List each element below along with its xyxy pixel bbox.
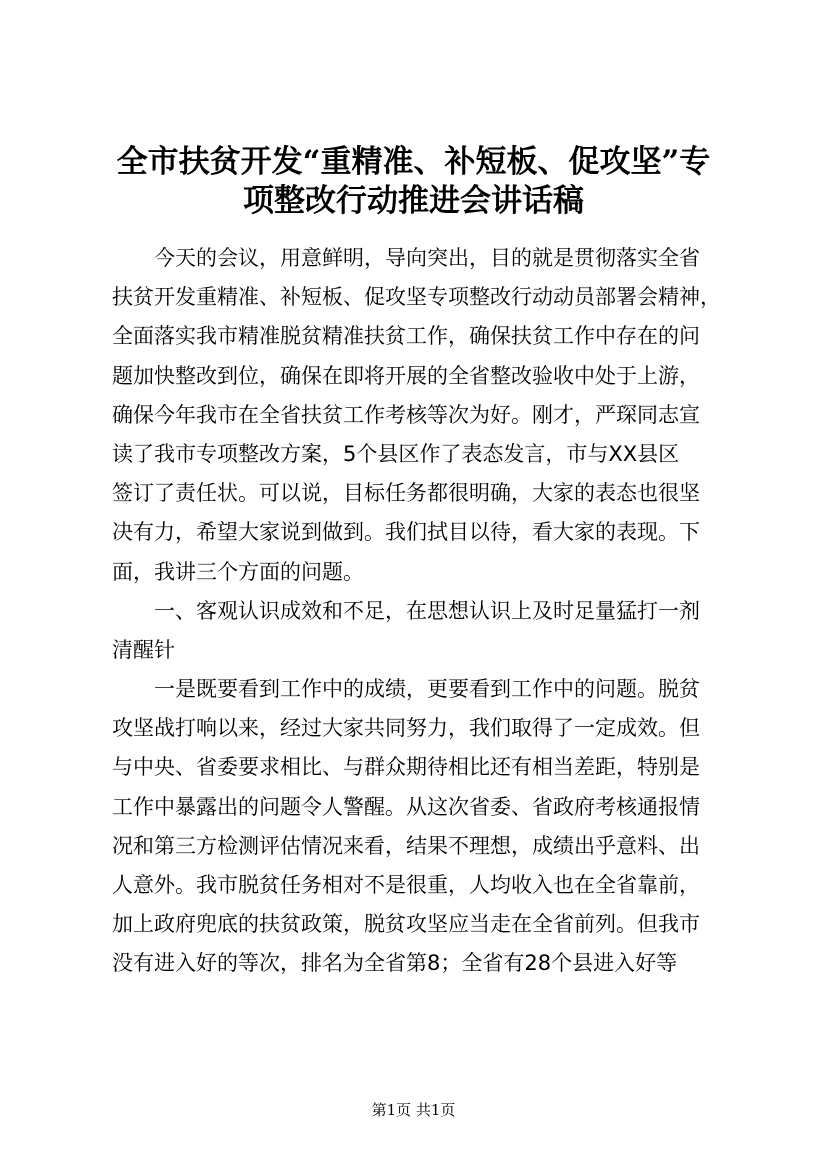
- body-line: 题加快整改到位，确保在即将开展的全省整改验收中处于上游，: [112, 363, 700, 388]
- body-line: 确保今年我市在全省扶贫工作考核等次为好。刚才，严琛同志宣: [112, 402, 700, 427]
- body-line: 没有进入好的等次，排名为全省第8；全省有28个县进入好等: [112, 951, 678, 976]
- body-line: 工作中暴露出的问题令人警醒。从这次省委、省政府考核通报情: [112, 794, 700, 819]
- page-footer: 第1页 共1页: [371, 1101, 456, 1119]
- body-line: 签订了责任状。可以说，目标任务都很明确，大家的表态也很坚: [112, 481, 700, 506]
- body-line: 一是既要看到工作中的成绩，更要看到工作中的问题。脱贫: [154, 677, 700, 702]
- body-line: 人意外。我市脱贫任务相对不是很重，人均收入也在全省靠前，: [112, 873, 700, 897]
- body-line: 况和第三方检测评估情况来看，结果不理想，成绩出乎意料、出: [112, 833, 700, 858]
- body-line: 今天的会议，用意鲜明，导向突出，目的就是贯彻落实全省: [154, 246, 700, 270]
- document-title: [80, 140, 747, 218]
- body-line: 扶贫开发重精准、补短板、促攻坚专项整改行动动员部署会精神，: [112, 285, 721, 310]
- section-heading: 清醒针: [112, 637, 175, 662]
- body-line: 与中央、省委要求相比、与群众期待相比还有相当差距，特别是: [112, 755, 700, 780]
- title-line: 全市扶贫开发“重精准、补短板、促攻坚”专: [116, 144, 711, 180]
- body-line: 攻坚战打响以来，经过大家共同努力，我们取得了一定成效。但: [112, 716, 700, 741]
- body-line: 全面落实我市精准脱贫精准扶贫工作，确保扶贫工作中存在的问: [112, 324, 700, 349]
- body-line: 读了我市专项整改方案，5个县区作了表态发言，市与XX县区: [112, 441, 680, 466]
- section-heading: 一、客观认识成效和不足，在思想认识上及时足量猛打一剂: [154, 598, 700, 623]
- title-line: 项整改行动推进会讲话稿: [243, 183, 584, 220]
- body-line: 面，我讲三个方面的问题。: [112, 559, 364, 584]
- document-body: [112, 239, 732, 984]
- body-line: 决有力，希望大家说到做到。我们拭目以待，看大家的表现。下: [112, 520, 700, 545]
- body-line: 加上政府兜底的扶贫政策，脱贫攻坚应当走在全省前列。但我市: [112, 912, 700, 937]
